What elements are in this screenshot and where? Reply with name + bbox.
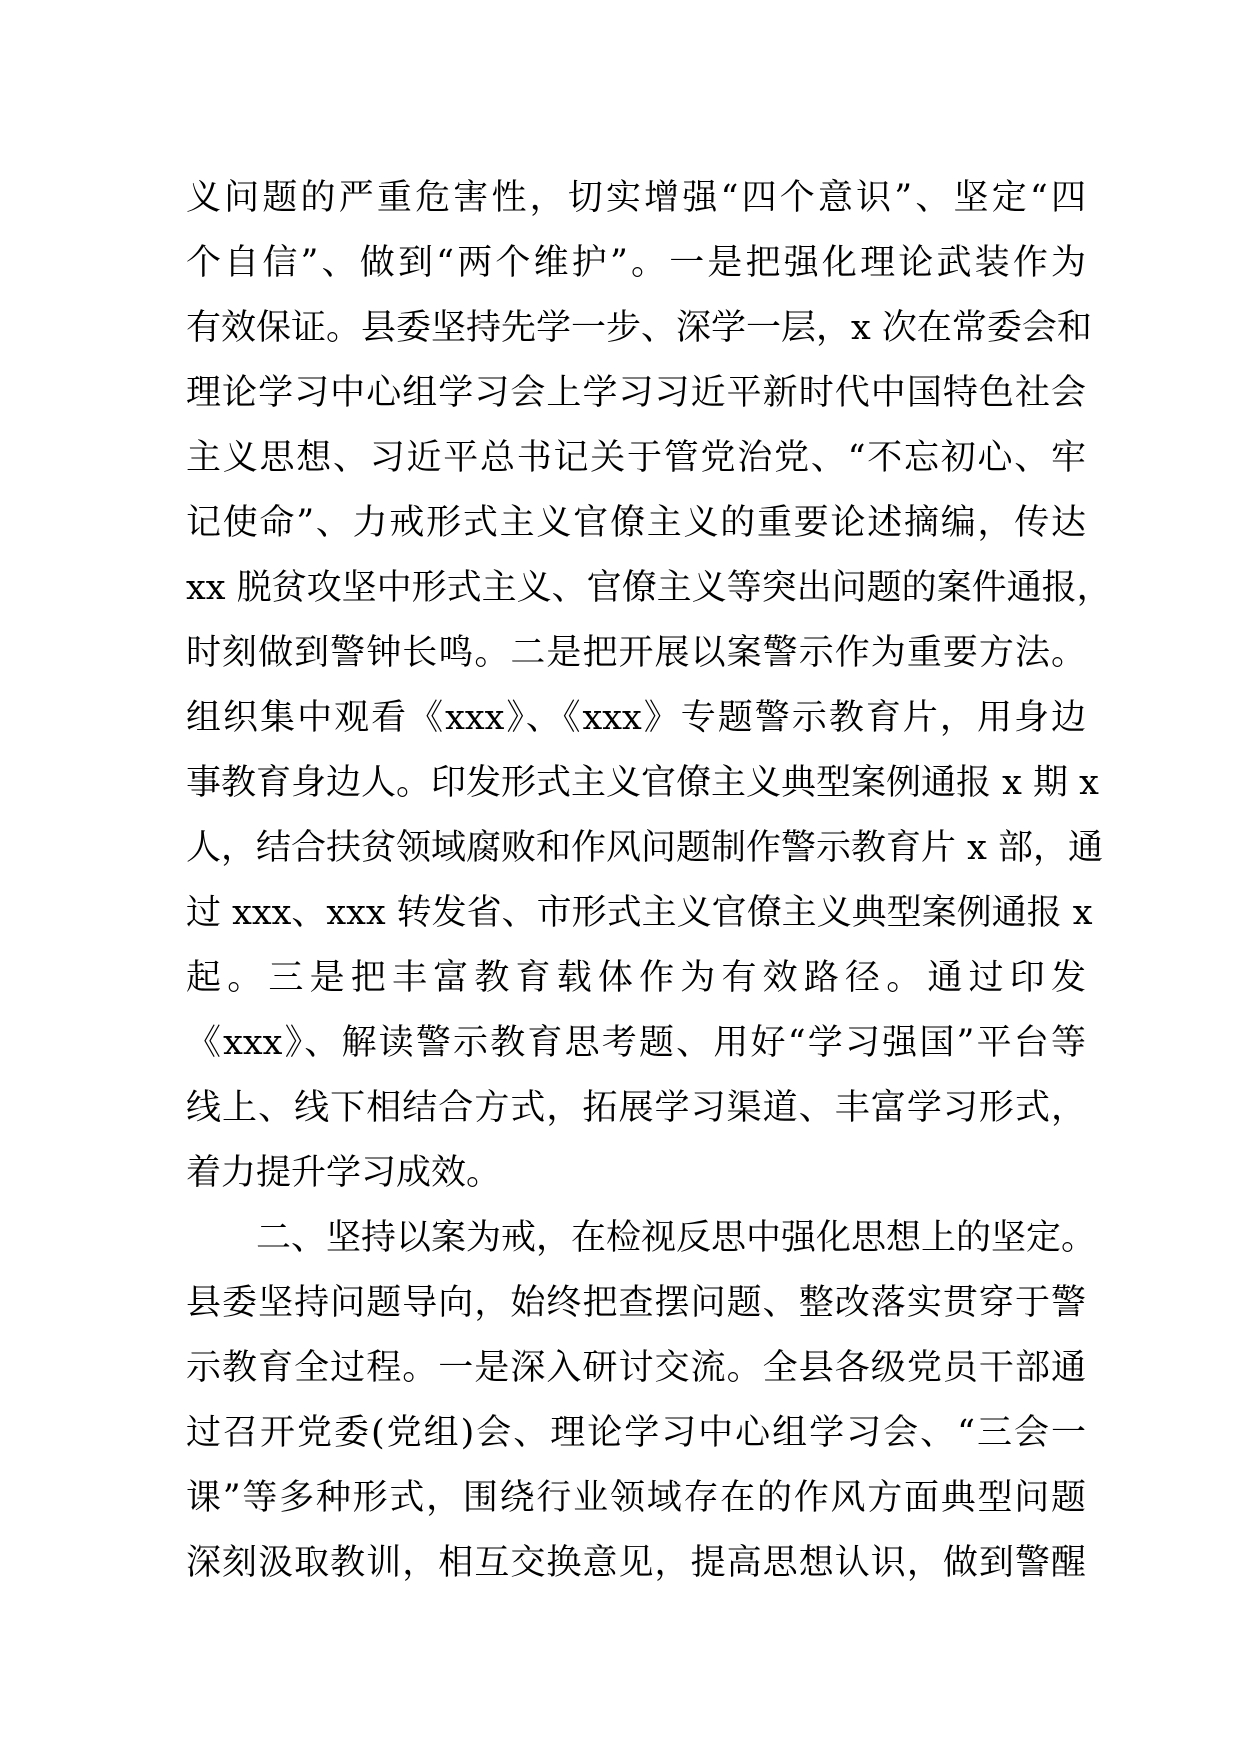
paragraph-2-line: 课”等多种形式，围绕行业领域存在的作风方面典型问题 [186,1478,1086,1518]
paragraph-1-line: 人，结合扶贫领域腐败和作风问题制作警示教育片 x 部，通 [186,828,1103,868]
paragraph-2 [186,1206,1097,1596]
paragraph-1-line: 《xxx》、解读警示教育思考题、用好“学习强国”平台等 [186,1023,1086,1063]
paragraph-1-line: 线上、线下相结合方式，拓展学习渠道、丰富学习形式， [186,1088,1086,1128]
paragraph-1-line: 主义思想、习近平总书记关于管党治党、“不忘初心、牢 [186,438,1086,478]
paragraph-1-line: 理论学习中心组学习会上学习习近平新时代中国特色社会 [186,373,1086,413]
paragraph-1-line: 时刻做到警钟长鸣。二是把开展以案警示作为重要方法。 [186,633,1086,673]
paragraph-1 [186,166,1112,1206]
paragraph-2-line: 县委坚持问题导向，始终把查摆问题、整改落实贯穿于警 [186,1283,1086,1323]
body-text [186,166,1112,1596]
paragraph-1-line: 个自信”、做到“两个维护”。一是把强化理论武装作为 [186,243,1086,283]
paragraph-1-line: 事教育身边人。印发形式主义官僚主义典型案例通报 x 期 x [186,763,1099,803]
paragraph-2-line: 示教育全过程。一是深入研讨交流。全县各级党员干部通 [186,1348,1086,1388]
paragraph-1-line: xx 脱贫攻坚中形式主义、官僚主义等突出问题的案件通报， [186,568,1112,608]
paragraph-1-line: 过 xxx、xxx 转发省、市形式主义官僚主义典型案例通报 x [186,893,1093,933]
paragraph-1-line: 记使命”、力戒形式主义官僚主义的重要论述摘编，传达 [186,503,1086,543]
paragraph-1-line: 起。三是把丰富教育载体作为有效路径。通过印发 [186,958,1086,998]
paragraph-2-line: 过召开党委(党组)会、理论学习中心组学习会、“三会一 [186,1413,1086,1453]
paragraph-1-line: 义问题的严重危害性，切实增强“四个意识”、坚定“四 [186,178,1086,218]
paragraph-2-heading-line: 二、坚持以案为戒，在检视反思中强化思想上的坚定。 [256,1218,1097,1258]
paragraph-1-line: 组织集中观看《xxx》、《xxx》专题警示教育片，用身边 [186,698,1086,738]
paragraph-1-line: 着力提升学习成效。 [186,1153,502,1193]
paragraph-1-line: 有效保证。县委坚持先学一步、深学一层，x 次在常委会和 [186,308,1092,348]
paragraph-2-line: 深刻汲取教训，相互交换意见，提高思想认识，做到警醒 [186,1543,1086,1583]
